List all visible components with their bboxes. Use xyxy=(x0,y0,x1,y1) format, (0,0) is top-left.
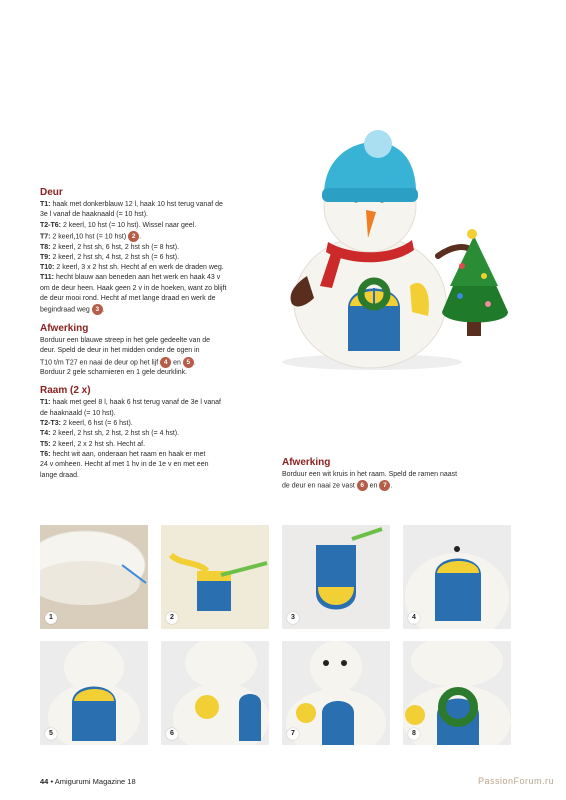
step-number-badge: 6 xyxy=(357,480,368,491)
row-text: 2 keerl, 3 x 2 hst sh. Hecht af en werk de draden weg. xyxy=(54,264,224,272)
step-photo-5 xyxy=(40,641,148,745)
row-text: haak met geel 8 l, haak 6 hst terug vanaf de 3e l vanaf xyxy=(50,399,221,407)
row-text: 3e l vanaf de haaknaald (= 10 hst). xyxy=(40,211,148,219)
afwerking-section-2 xyxy=(282,456,522,498)
step-badge: 8 xyxy=(408,728,420,740)
row-label: T8: xyxy=(40,243,51,251)
footer-bullet: • xyxy=(50,777,54,786)
row-text: de deur en naai ze vast xyxy=(282,482,357,490)
snowman-photo xyxy=(262,126,532,386)
instruction-line xyxy=(40,253,272,263)
step-photo-4 xyxy=(403,525,511,629)
instruction-line xyxy=(282,470,522,480)
step-number-badge: 3 xyxy=(92,304,103,315)
instruction-line xyxy=(40,440,272,450)
row-label: T1: xyxy=(40,201,51,208)
afwerking-instructions xyxy=(40,336,272,379)
row-text: de haaknaald (= 10 hst). xyxy=(40,409,116,417)
step-badge: 4 xyxy=(408,612,420,624)
step-number-badge: 4 xyxy=(160,357,171,368)
row-text: lange draad. xyxy=(40,471,79,479)
row-text: deur. Speld de deur in het midden onder de ogen in xyxy=(40,347,200,355)
page-footer xyxy=(40,777,136,786)
row-text: Borduur een wit kruis in het raam. Speld de ramen naast xyxy=(282,471,458,478)
row-text: 2 keerl, 6 hst (= 6 hst). xyxy=(61,420,133,428)
row-text: Borduur een blauwe streep in het gele gedeelte van de xyxy=(40,336,211,344)
instruction-line xyxy=(40,243,272,253)
step-badge: 2 xyxy=(166,612,178,624)
page-number: 44 xyxy=(40,777,49,786)
row-text: 2 keerl, 2 hst sh, 6 hst, 2 hst sh (= 8 hst). xyxy=(50,243,180,251)
instruction-line xyxy=(40,263,272,273)
row-text: 2 keerl,10 hst (= 10 hst) xyxy=(50,233,129,241)
row-text: T10 t/m T27 en naai de deur op het lijf xyxy=(40,358,161,366)
row-text-after: . xyxy=(390,482,393,490)
row-text: de deur mooi rond. Hecht af met lange draad en werk de xyxy=(40,295,216,303)
row-label: T2-T6: xyxy=(40,221,61,229)
row-text: hecht wit aan, onderaan het raam en haak er met xyxy=(50,450,206,458)
instruction-line xyxy=(40,336,272,346)
magazine-name: Amigurumi Magazine 18 xyxy=(54,777,136,786)
step-photo-3 xyxy=(282,525,390,629)
afwerking-section-1 xyxy=(40,322,272,379)
instruction-line xyxy=(40,419,272,429)
row-text: 2 keerl, 2 hst sh, 2 hst, 2 hst sh (= 4 hst). xyxy=(50,430,180,438)
row-label: T11: xyxy=(40,274,55,282)
step-number-badge: 7 xyxy=(379,480,390,491)
row-text-after: . xyxy=(139,233,142,241)
row-text: Borduur 2 gele scharnieren en 1 gele deurklink. xyxy=(40,369,188,377)
instruction-line xyxy=(40,429,272,439)
instruction-line xyxy=(40,231,272,243)
row-label: T4: xyxy=(40,430,51,438)
instruction-line xyxy=(40,357,272,369)
step-photo-7 xyxy=(282,641,390,745)
step-photo-6 xyxy=(161,641,269,745)
row-text: hecht blauw aan beneden aan het werk en haak 43 v xyxy=(54,274,221,282)
row-text: begindraad weg xyxy=(40,306,92,314)
instruction-line xyxy=(282,480,522,492)
instruction-line xyxy=(40,221,272,231)
row-label: T7: xyxy=(40,233,51,241)
left-column xyxy=(40,186,272,487)
deur-section xyxy=(40,186,272,316)
section-title-raam: Raam (2 x) xyxy=(40,385,91,397)
row-text-mid: en xyxy=(367,482,380,490)
section-title-afwerking-2: Afwerking xyxy=(282,457,331,468)
instruction-line xyxy=(40,409,272,419)
raam-section xyxy=(40,384,272,480)
step-number-badge: 5 xyxy=(183,357,194,368)
step-photo-8 xyxy=(403,641,511,745)
row-text-after: . xyxy=(102,306,105,314)
row-text: 24 v omheen. Hecht af met 1 hv in de 1e v en met een xyxy=(40,461,209,469)
instruction-line xyxy=(40,398,272,408)
row-text: 2 keerl, 10 hst (= 10 hst). Wissel naar geel. xyxy=(61,221,197,229)
row-text: haak met donkerblauw 12 l, haak 10 hst terug vanaf de xyxy=(50,201,223,208)
step-photo-1 xyxy=(40,525,148,629)
step-photo-2 xyxy=(161,525,269,629)
row-text: 2 keerl, 2 hst sh, 4 hst, 2 hst sh (= 6 hst). xyxy=(50,253,180,261)
instruction-line xyxy=(40,346,272,356)
instruction-line xyxy=(40,200,272,210)
raam-instructions xyxy=(40,398,272,480)
step-number-badge: 2 xyxy=(128,231,139,242)
row-text-after: . xyxy=(193,358,196,366)
row-label: T2-T3: xyxy=(40,420,61,428)
step-badge: 1 xyxy=(45,612,57,624)
instruction-line xyxy=(40,284,272,294)
section-title-deur: Deur xyxy=(40,187,63,198)
row-label: T1: xyxy=(40,399,51,407)
watermark: PassionForum.ru xyxy=(477,776,554,786)
row-label: T5: xyxy=(40,440,51,448)
instruction-line xyxy=(40,273,272,283)
step-badge: 3 xyxy=(287,612,299,624)
afwerking-2-instructions xyxy=(282,470,522,492)
row-label: T6: xyxy=(40,450,51,458)
row-label: T9: xyxy=(40,253,51,261)
step-badge: 6 xyxy=(166,728,178,740)
instruction-line xyxy=(40,450,272,460)
instruction-line xyxy=(40,368,272,378)
deur-instructions xyxy=(40,200,272,316)
instruction-line xyxy=(40,471,272,481)
step-badge: 7 xyxy=(287,728,299,740)
instruction-line xyxy=(40,210,272,220)
row-text-mid: en xyxy=(171,358,183,366)
instruction-line xyxy=(40,304,272,316)
section-title-afwerking: Afwerking xyxy=(40,322,89,334)
row-label: T10: xyxy=(40,264,55,272)
row-text: om de deur heen. Haak geen 2 v in de hoeken, want zo blijft xyxy=(40,284,227,292)
instruction-line xyxy=(40,294,272,304)
instruction-line xyxy=(40,460,272,470)
row-text: 2 keerl, 2 x 2 hst sh. Hecht af. xyxy=(50,440,146,448)
step-badge: 5 xyxy=(45,728,57,740)
